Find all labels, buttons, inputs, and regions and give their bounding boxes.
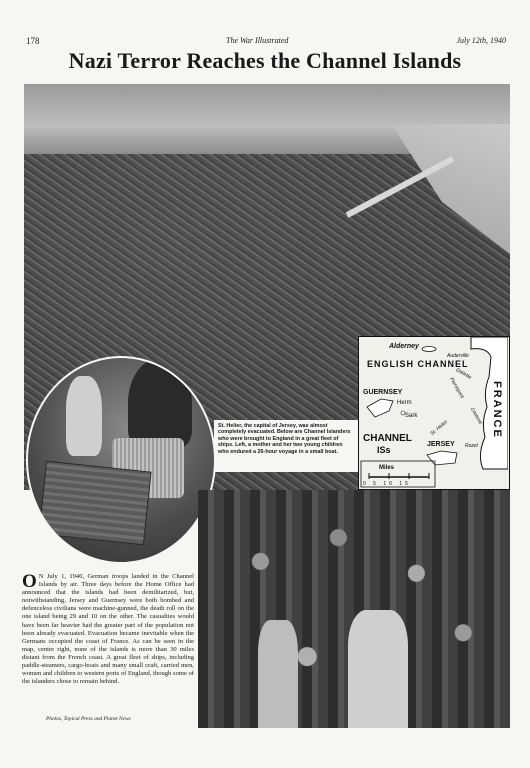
photo-caption: St. Helier, the capital of Jersey, was almost completely evacuated. Below are Channel Islanders who were brought to England in a great fleet of ships. Left, a mother and her two young children who endured a 26-hour voyage in a small boat. bbox=[214, 420, 358, 472]
woman-light-coat bbox=[258, 620, 298, 728]
mother-children-photo bbox=[26, 356, 216, 564]
map-label-dielette: Diélette bbox=[454, 367, 473, 381]
publication-name: The War Illustrated bbox=[226, 36, 289, 45]
map-label-jersey: JERSEY bbox=[427, 441, 455, 448]
woman-light-coat-2 bbox=[348, 610, 408, 728]
luggage-box bbox=[38, 461, 151, 546]
map-label-islands: ISs bbox=[377, 445, 391, 455]
article-body bbox=[22, 573, 194, 686]
drop-cap: O bbox=[22, 571, 37, 592]
map-label-herm: Herm bbox=[397, 400, 412, 406]
map-label-alderney: Alderney bbox=[389, 343, 419, 350]
page-header bbox=[26, 36, 506, 48]
issue-date: July 12th, 1940 bbox=[456, 36, 506, 45]
mother-figure bbox=[128, 358, 192, 448]
map-label-pierrepont: Pierrepont bbox=[448, 376, 465, 400]
map-scale-title: Miles bbox=[379, 465, 395, 471]
map-label-auderville: Auderville bbox=[447, 353, 469, 359]
map-label-rozel: Rozel bbox=[465, 443, 478, 449]
child-figure bbox=[66, 376, 102, 456]
page-number: 178 bbox=[26, 36, 40, 46]
map-label-france: FRANCE bbox=[491, 381, 503, 439]
map-label-carteret: Carteret bbox=[468, 406, 484, 426]
map-label-st-helier: St. Helier bbox=[429, 419, 450, 437]
crowd-of-evacuees-photo bbox=[198, 490, 510, 728]
map-label-sark: Sark bbox=[405, 413, 418, 419]
map-label-channel: CHANNEL bbox=[363, 433, 412, 444]
article-text: N July 1, 1940, German troops landed in the Channel Islands by air. Three days before the Home Office had announced that the islands had been demilitarized, but, notwithstanding, Jersey and Guernsey were both bombed and defenceless civilians were machine-gunned, the death roll on the one island being 29 and 10 on the other. The casualties would have been far heavier had the greater part of the population not been already evacuated. Evacuation became inevitable when the Germans occupied the coast of France. As can be seen in the map, centre right, none of the islands is more than 30 miles distant from the French coast. A great fleet of ships, including paddle-steamers, cargo-boats and many small craft, carried men, women and children to western ports of England, though some of the islanders chose to remain behind. bbox=[22, 573, 194, 686]
map-label-english-channel: ENGLISH CHANNEL bbox=[367, 359, 469, 369]
channel-islands-map bbox=[358, 336, 510, 490]
headline: Nazi Terror Reaches the Channel Islands bbox=[68, 48, 462, 73]
map-label-guernsey: GUERNSEY bbox=[363, 389, 403, 396]
photo-credit: Photos, Topical Press and Planet News bbox=[46, 716, 131, 722]
map-scale-values: 0 5 10 15 bbox=[363, 481, 411, 487]
